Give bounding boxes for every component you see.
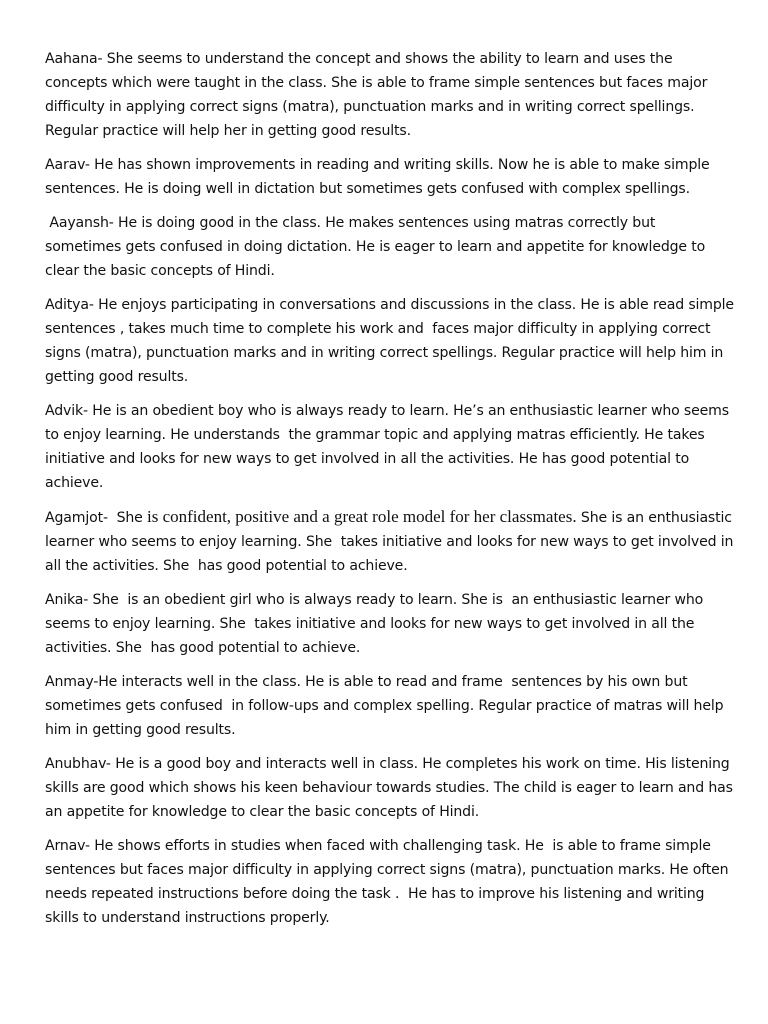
remark-aditya: Aditya- He enjoys participating in conversations and discussions in the class. He is able read simple sentences , takes much time to complete his work and faces major difficulty in applying correct signs (matra), punctuation marks and in writing correct spellings. Regular practice will help him in getting good results. — [45, 297, 739, 385]
remark-agamjot-lead: Agamjot- She — [45, 510, 147, 526]
remark-agamjot — [45, 505, 738, 578]
remark-aayansh: Aayansh- He is doing good in the class. He makes sentences using matras correctly but sometimes gets confused in doing dictation. He is eager to learn and appetite for knowledge to clear the basic concepts of Hindi. — [45, 215, 710, 279]
remark-anika: Anika- She is an obedient girl who is always ready to learn. She is an enthusiastic learner who seems to enjoy learning. She takes initiative and looks for new ways to get involved in all the activities. She has good potential to achieve. — [45, 592, 708, 656]
remark-aahana: Aahana- She seems to understand the concept and shows the ability to learn and uses the concepts which were taught in the class. She is able to frame simple sentences but faces major difficulty in applying correct signs (matra), punctuation marks and in writing correct spellings. Regular practice will help her in getting good results. — [45, 51, 712, 139]
remark-arnav: Arnav- He shows efforts in studies when faced with challenging task. He is able to frame simple sentences but faces major difficulty in applying correct signs (matra), punctuation marks. He often needs repeated instructions before doing the task . He has to improve his listening and writing skills to understand instructions properly. — [45, 838, 733, 926]
remark-anmay: Anmay-He interacts well in the class. He is able to read and frame sentences by his own but sometimes gets confused in follow-ups and complex spelling. Regular practice of matras will help him in getting good results. — [45, 674, 728, 738]
remark-agamjot-serif-text: is confident, positive and a great role model for her classmates. — [147, 507, 577, 526]
remark-agamjot-rest: She is an enthusiastic learner who seems to enjoy learning. She takes initiative and looks for new ways to get involved in all the activities. She has good potential to achieve. — [45, 510, 738, 574]
remark-anubhav: Anubhav- He is a good boy and interacts well in class. He completes his work on time. His listening skills are good which shows his keen behaviour towards studies. The child is eager to learn and has an appetite for knowledge to clear the basic concepts of Hindi. — [45, 756, 738, 820]
document-page — [45, 47, 739, 940]
remark-advik: Advik- He is an obedient boy who is always ready to learn. He’s an enthusiastic learner who seems to enjoy learning. He understands the grammar topic and applying matras efficiently. He takes initiative and looks for new ways to get involved in all the activities. He has good potential to achieve. — [45, 403, 734, 491]
remark-aarav: Aarav- He has shown improvements in reading and writing skills. Now he is able to make simple sentences. He is doing well in dictation but sometimes gets confused with complex spellings. — [45, 157, 714, 197]
